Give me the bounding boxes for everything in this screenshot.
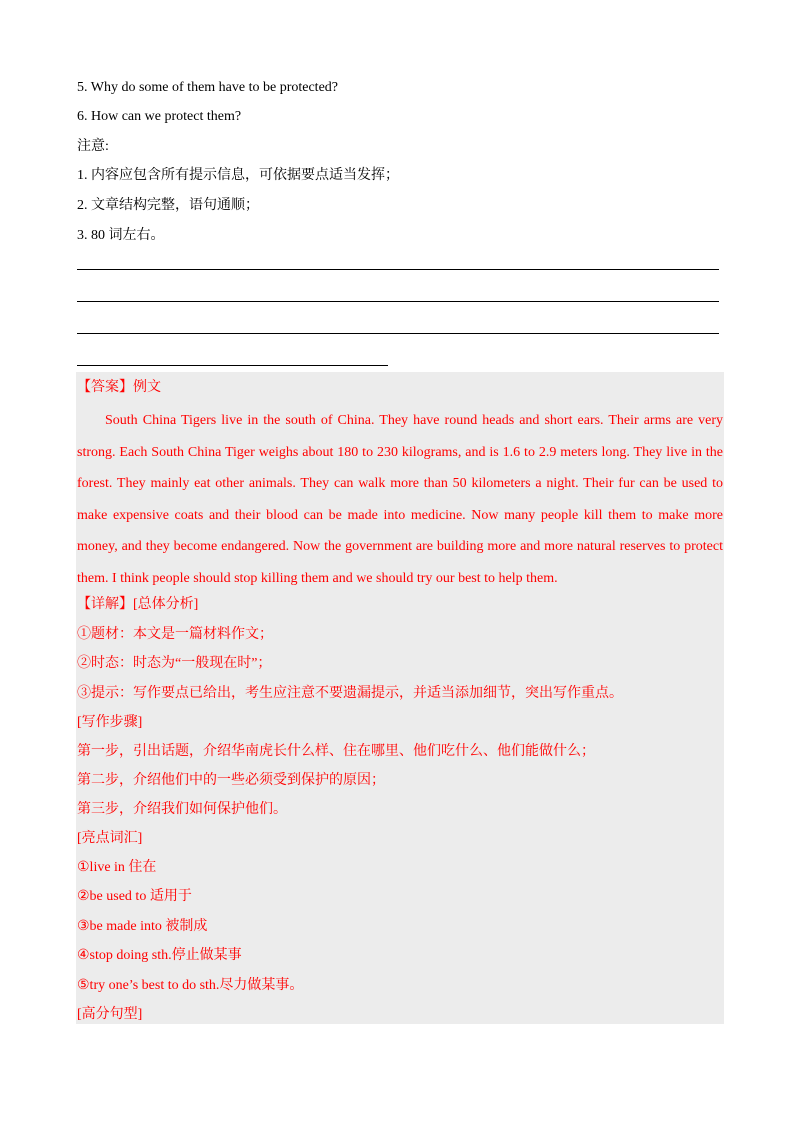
model-essay: South China Tigers live in the south of China. They have round heads and short ears. Their arms are very strong. Each South China Tiger weighs about 180 to 230 kilograms, and is 1.6 to 2.9 meters long. They live in the forest. They mainly eat other animals. They can walk more than 50 kilometers a night. Their fur can be used to make expensive coats and their blood can be made into medicine. Now many people kill them to make more money, and they become endangered. Now the government are building more and more natural reserves to protect them. I think people should stop killing them and we should try our best to help them. [77,413,723,586]
step-1: 第一步，引出话题，介绍华南虎长什么样、住在哪里、他们吃什么、他们能做什么； [77,744,595,759]
analysis-item-2: ②时态：时态为“一般现在时”； [77,656,272,671]
answer-blank-line [77,301,719,302]
steps-heading: [写作步骤] [77,715,143,730]
answer-blank-line [77,365,388,366]
vocab-item-2: ②be used to 适用于 [77,889,192,904]
vocab-item-3: ③be made into 被制成 [77,919,208,934]
vocab-item-4: ④stop doing sth.停止做某事 [77,948,242,963]
note-item-2: 2. 文章结构完整，语句通顺； [77,198,259,213]
sentences-heading: [高分句型] [77,1007,143,1022]
analysis-item-1: ①题材：本文是一篇材料作文； [77,627,273,642]
notes-heading: 注意: [77,139,109,154]
note-item-1: 1. 内容应包含所有提示信息，可依据要点适当发挥； [77,168,399,183]
answer-label: 【答案】例文 [77,380,161,395]
answer-blank-line [77,269,719,270]
question-5: 5. Why do some of them have to be protected? [77,80,338,95]
question-6: 6. How can we protect them? [77,109,242,124]
step-2: 第二步，介绍他们中的一些必须受到保护的原因； [77,773,385,788]
explanation-label: 【详解】[总体分析] [77,597,199,612]
analysis-item-3: ③提示：写作要点已给出，考生应注意不要遗漏提示，并适当添加细节，突出写作重点。 [77,686,623,701]
answer-blank-line [77,333,719,334]
vocab-item-1: ①live in 住在 [77,860,157,875]
vocab-item-5: ⑤try one’s best to do sth.尽力做某事。 [77,978,304,993]
vocab-heading: [亮点词汇] [77,831,143,846]
step-3: 第三步，介绍我们如何保护他们。 [77,802,287,817]
note-item-3: 3. 80 词左右。 [77,228,165,243]
